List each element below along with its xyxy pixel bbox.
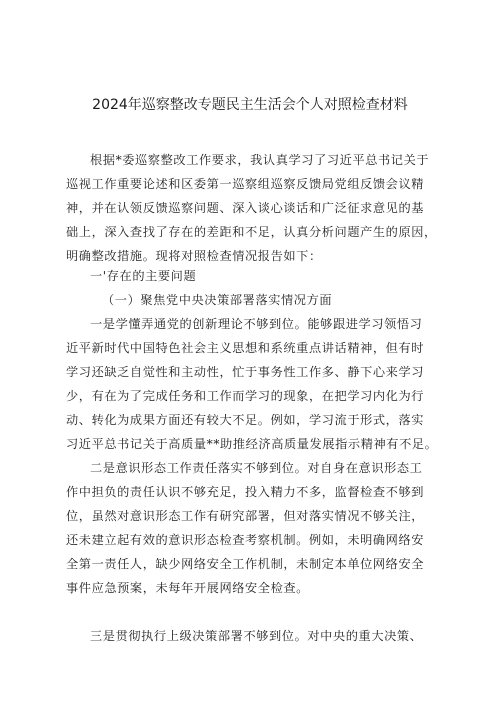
text-line: 全第一责任人，缺少网络安全工作机制，未制定本单位网络安全 bbox=[66, 557, 425, 571]
text-line: 础上，深入查找了存在的差距和不足，认真分析问题产生的原因， bbox=[66, 225, 437, 239]
text-line: 学习还缺乏自觉性和主动性，忙于事务性工作多、静下心来学习 bbox=[66, 365, 425, 379]
text-line: 根据*委巡察整改工作要求，我认真学习了习近平总书记关于 bbox=[90, 153, 430, 167]
text-line: 习近平总书记关于高质量**助推经济高质量发展指示精神有不足。 bbox=[66, 437, 438, 451]
text-line: 近平新时代中国特色社会主义思想和系统重点讲话精神，但有时 bbox=[66, 341, 425, 355]
text-line: 三是贯彻执行上级决策部署不够到位。对中央的重大决策、 bbox=[90, 629, 423, 643]
section-heading: 一'存在的主要问题 bbox=[90, 269, 197, 283]
text-line: 事件应急预案，未每年开展网络安全检查。 bbox=[66, 581, 309, 595]
text-line: 动、转化为成果方面还有较大不足。例如，学习流于形式，落实 bbox=[66, 413, 425, 427]
text-line: 巡视工作重要论述和区委第一巡察组巡察反馈局党组反馈会议精 bbox=[66, 177, 425, 191]
text-line: 一是学懂弄通党的创新理论不够到位。能够跟进学习领悟习 bbox=[90, 317, 423, 331]
text-line: 还未建立起有效的意识形态检查考察机制。例如，未明确网络安 bbox=[66, 533, 425, 547]
text-line: 神，并在认领反馈巡察问题、深入谈心谈话和广泛征求意见的基 bbox=[66, 201, 425, 215]
paragraph-2 bbox=[66, 456, 438, 600]
text-line: 位，虽然对意识形态工作有研究部署，但对落实情况不够关注， bbox=[66, 509, 425, 523]
text-line: 明确整改措施。现将对照检查情况报告如下： bbox=[66, 249, 322, 263]
subsection-heading: （一）聚焦党中央决策部署落实情况方面 bbox=[102, 293, 333, 307]
text-line: 少，有在为了完成任务和工作而学习的现象，在把学习内化为行 bbox=[66, 389, 425, 403]
intro-paragraph bbox=[66, 148, 438, 268]
document-title: 2024年巡察整改专题民主生活会个人对照检查材料 bbox=[92, 97, 408, 113]
text-line: 二是意识形态工作责任落实不够到位。对自身在意识形态工 bbox=[90, 461, 423, 475]
text-line: 作中担负的责任认识不够充足，投入精力不多，监督检查不够到 bbox=[66, 485, 425, 499]
paragraph-1 bbox=[66, 312, 438, 456]
paragraph-3 bbox=[66, 624, 438, 648]
